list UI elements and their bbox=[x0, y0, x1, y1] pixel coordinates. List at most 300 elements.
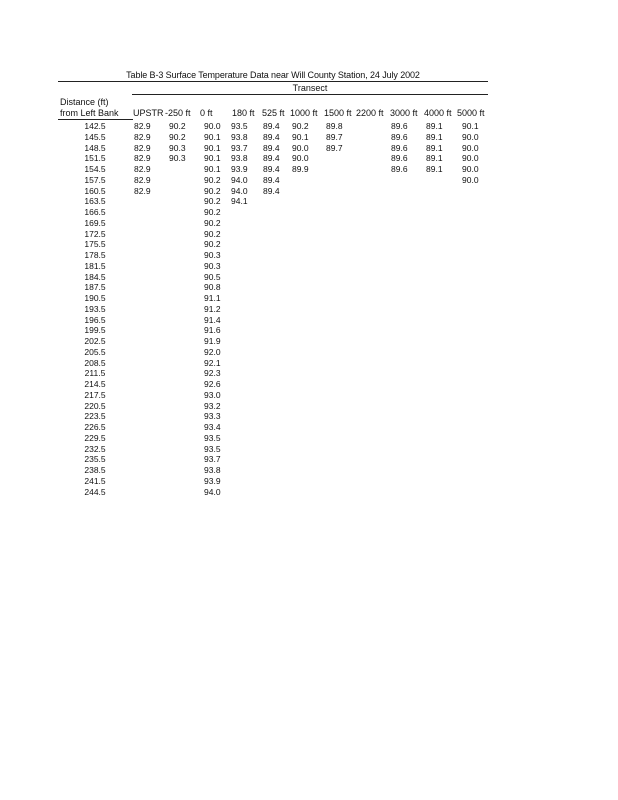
temperature-cell: 90.0 bbox=[462, 131, 479, 142]
temperature-cell bbox=[456, 207, 489, 218]
temperature-cell bbox=[323, 347, 355, 358]
temperature-cell: 90.2 bbox=[204, 228, 221, 239]
column-header: 180 ft bbox=[232, 108, 255, 118]
temperature-cell bbox=[423, 196, 456, 207]
table-row bbox=[58, 487, 489, 498]
temperature-cell bbox=[164, 196, 199, 207]
distance-cell: 238.5 bbox=[84, 465, 106, 475]
temperature-cell bbox=[423, 315, 456, 326]
temperature-cell bbox=[289, 390, 323, 401]
temperature-cell bbox=[289, 239, 323, 250]
temperature-cell bbox=[164, 293, 199, 304]
temperature-cell bbox=[456, 444, 489, 455]
temperature-cell bbox=[423, 422, 456, 433]
temperature-cell bbox=[323, 282, 355, 293]
temperature-cell bbox=[261, 250, 289, 261]
temperature-cell bbox=[355, 261, 389, 272]
temperature-cell bbox=[261, 293, 289, 304]
temperature-cell: 93.7 bbox=[204, 454, 221, 465]
distance-cell: 244.5 bbox=[84, 486, 106, 497]
temperature-cell bbox=[231, 433, 261, 444]
temperature-cell bbox=[231, 250, 261, 261]
temperature-cell bbox=[164, 239, 199, 250]
temperature-cell bbox=[423, 368, 456, 379]
table-row bbox=[58, 454, 489, 465]
temperature-cell: 89.6 bbox=[391, 153, 408, 164]
temperature-cell: 90.2 bbox=[204, 185, 221, 196]
temperature-cell bbox=[323, 444, 355, 455]
temperature-cell bbox=[423, 476, 456, 487]
temperature-cell: 89.6 bbox=[391, 121, 408, 131]
temperature-cell: 90.0 bbox=[462, 174, 479, 185]
temperature-cell bbox=[289, 315, 323, 326]
distance-cell: 202.5 bbox=[84, 336, 106, 346]
temperature-cell bbox=[323, 476, 355, 487]
temperature-cell bbox=[355, 196, 389, 207]
temperature-cell bbox=[389, 347, 423, 358]
temperature-cell bbox=[456, 487, 489, 498]
temperature-cell bbox=[132, 390, 164, 401]
temperature-cell bbox=[355, 218, 389, 229]
table-row bbox=[58, 261, 489, 272]
temperature-cell: 90.2 bbox=[204, 217, 221, 228]
temperature-cell bbox=[231, 347, 261, 358]
temperature-cell bbox=[132, 379, 164, 390]
temperature-cell bbox=[389, 218, 423, 229]
temperature-cell: 90.5 bbox=[204, 271, 221, 282]
temperature-cell bbox=[389, 422, 423, 433]
temperature-cell: 90.0 bbox=[292, 142, 309, 153]
temperature-cell bbox=[456, 476, 489, 487]
temperature-cell bbox=[164, 358, 199, 369]
temperature-cell bbox=[389, 315, 423, 326]
temperature-cell: 90.1 bbox=[204, 131, 221, 142]
temperature-cell bbox=[132, 293, 164, 304]
temperature-cell: 93.4 bbox=[204, 422, 221, 432]
temperature-cell bbox=[132, 304, 164, 315]
distance-cell: 208.5 bbox=[84, 357, 106, 368]
temperature-cell bbox=[423, 336, 456, 347]
temperature-cell: 82.9 bbox=[134, 131, 151, 142]
temperature-cell bbox=[164, 433, 199, 444]
temperature-cell bbox=[456, 229, 489, 240]
temperature-cell bbox=[261, 422, 289, 433]
temperature-cell bbox=[323, 487, 355, 498]
temperature-cell: 94.1 bbox=[231, 196, 248, 207]
temperature-cell bbox=[389, 465, 423, 476]
temperature-cell bbox=[456, 465, 489, 476]
temperature-cell bbox=[323, 218, 355, 229]
temperature-cell bbox=[389, 304, 423, 315]
temperature-cell bbox=[323, 229, 355, 240]
temperature-cell: 90.0 bbox=[462, 164, 479, 174]
temperature-cell bbox=[389, 336, 423, 347]
temperature-cell bbox=[355, 315, 389, 326]
temperature-cell: 89.1 bbox=[426, 164, 443, 174]
temperature-cell bbox=[261, 272, 289, 283]
temperature-cell bbox=[456, 325, 489, 336]
temperature-cell: 90.0 bbox=[292, 153, 309, 164]
distance-cell: 163.5 bbox=[84, 196, 106, 207]
temperature-cell bbox=[355, 411, 389, 422]
distance-cell: 145.5 bbox=[84, 131, 106, 142]
temperature-cell: 82.9 bbox=[134, 142, 151, 153]
temperature-cell bbox=[132, 487, 164, 498]
temperature-cell bbox=[231, 239, 261, 250]
temperature-cell bbox=[289, 401, 323, 412]
temperature-cell: 89.9 bbox=[292, 164, 309, 174]
temperature-cell: 90.2 bbox=[204, 239, 221, 250]
temperature-cell bbox=[355, 121, 389, 132]
temperature-cell: 89.1 bbox=[426, 142, 443, 153]
temperature-cell bbox=[231, 261, 261, 272]
temperature-cell: 82.9 bbox=[134, 153, 151, 164]
temperature-cell bbox=[423, 401, 456, 412]
temperature-cell bbox=[231, 401, 261, 412]
distance-cell: 142.5 bbox=[84, 121, 106, 131]
temperature-cell bbox=[355, 143, 389, 154]
temperature-cell: 92.0 bbox=[204, 346, 221, 357]
temperature-cell bbox=[164, 487, 199, 498]
temperature-cell bbox=[261, 411, 289, 422]
temperature-cell: 94.0 bbox=[231, 174, 248, 185]
temperature-cell bbox=[261, 261, 289, 272]
temperature-cell bbox=[389, 229, 423, 240]
distance-cell: 175.5 bbox=[84, 239, 106, 250]
temperature-cell bbox=[323, 325, 355, 336]
temperature-cell: 89.4 bbox=[263, 174, 280, 185]
temperature-cell: 90.2 bbox=[204, 174, 221, 185]
temperature-cell bbox=[132, 347, 164, 358]
temperature-cell bbox=[231, 207, 261, 218]
temperature-cell: 93.8 bbox=[231, 131, 248, 142]
temperature-cell bbox=[423, 487, 456, 498]
temperature-cell: 89.8 bbox=[326, 121, 343, 131]
temperature-cell bbox=[355, 401, 389, 412]
temperature-cell bbox=[456, 196, 489, 207]
temperature-cell bbox=[231, 476, 261, 487]
temperature-cell bbox=[261, 454, 289, 465]
temperature-cell bbox=[389, 207, 423, 218]
temperature-cell bbox=[423, 444, 456, 455]
column-header: 2200 ft bbox=[356, 108, 384, 118]
table-row bbox=[58, 465, 489, 476]
table-row bbox=[58, 272, 489, 283]
temperature-cell bbox=[323, 422, 355, 433]
temperature-cell: 93.5 bbox=[204, 443, 221, 454]
temperature-cell: 90.2 bbox=[292, 121, 309, 131]
temperature-cell bbox=[231, 315, 261, 326]
temperature-cell: 89.1 bbox=[426, 121, 443, 131]
table-row bbox=[58, 293, 489, 304]
temperature-cell bbox=[261, 487, 289, 498]
temperature-cell bbox=[164, 164, 199, 175]
table-row bbox=[58, 325, 489, 336]
table-row bbox=[58, 422, 489, 433]
temperature-cell bbox=[323, 454, 355, 465]
temperature-cell bbox=[132, 229, 164, 240]
temperature-cell bbox=[456, 368, 489, 379]
table-row bbox=[58, 143, 489, 154]
row-header-line1: Distance (ft) bbox=[60, 97, 109, 107]
temperature-cell bbox=[423, 454, 456, 465]
temperature-cell bbox=[389, 272, 423, 283]
column-header: 1000 ft bbox=[290, 108, 318, 118]
temperature-cell bbox=[423, 175, 456, 186]
table-row bbox=[58, 218, 489, 229]
temperature-cell bbox=[423, 325, 456, 336]
temperature-cell bbox=[323, 358, 355, 369]
temperature-cell: 89.4 bbox=[263, 164, 280, 174]
temperature-cell bbox=[423, 390, 456, 401]
temperature-cell bbox=[456, 454, 489, 465]
temperature-cell bbox=[355, 476, 389, 487]
temperature-cell bbox=[289, 358, 323, 369]
temperature-cell bbox=[289, 229, 323, 240]
table-row bbox=[58, 476, 489, 487]
temperature-cell: 93.9 bbox=[204, 475, 221, 486]
temperature-cell bbox=[355, 422, 389, 433]
temperature-cell bbox=[132, 250, 164, 261]
temperature-cell bbox=[132, 465, 164, 476]
temperature-cell bbox=[389, 433, 423, 444]
distance-cell: 232.5 bbox=[84, 443, 106, 454]
temperature-cell bbox=[132, 218, 164, 229]
temperature-cell bbox=[289, 218, 323, 229]
temperature-cell bbox=[164, 422, 199, 433]
temperature-cell bbox=[289, 207, 323, 218]
temperature-cell bbox=[231, 325, 261, 336]
table-row bbox=[58, 164, 489, 175]
temperature-cell bbox=[355, 304, 389, 315]
temperature-cell bbox=[456, 379, 489, 390]
temperature-cell bbox=[456, 336, 489, 347]
table-row bbox=[58, 186, 489, 197]
temperature-cell: 90.2 bbox=[204, 207, 221, 217]
temperature-cell bbox=[132, 196, 164, 207]
distance-cell: 154.5 bbox=[84, 164, 106, 174]
temperature-cell: 89.4 bbox=[263, 131, 280, 142]
temperature-cell bbox=[231, 411, 261, 422]
temperature-cell bbox=[164, 401, 199, 412]
temperature-cell: 90.3 bbox=[169, 142, 186, 153]
temperature-cell bbox=[355, 282, 389, 293]
table-row bbox=[58, 304, 489, 315]
temperature-cell bbox=[423, 379, 456, 390]
temperature-cell bbox=[456, 401, 489, 412]
temperature-cell: 93.7 bbox=[231, 142, 248, 153]
temperature-cell: 90.3 bbox=[204, 260, 221, 271]
temperature-cell bbox=[289, 250, 323, 261]
distance-cell: 181.5 bbox=[84, 260, 106, 271]
temperature-cell bbox=[323, 304, 355, 315]
temperature-cell bbox=[164, 272, 199, 283]
temperature-cell bbox=[423, 304, 456, 315]
temperature-cell bbox=[456, 250, 489, 261]
temperature-cell bbox=[231, 272, 261, 283]
temperature-cell bbox=[355, 347, 389, 358]
temperature-cell bbox=[355, 175, 389, 186]
temperature-cell bbox=[164, 411, 199, 422]
temperature-cell bbox=[261, 196, 289, 207]
temperature-cell bbox=[132, 433, 164, 444]
temperature-cell bbox=[389, 411, 423, 422]
temperature-cell bbox=[389, 487, 423, 498]
temperature-cell bbox=[261, 229, 289, 240]
temperature-cell: 89.7 bbox=[326, 142, 343, 153]
temperature-cell bbox=[132, 261, 164, 272]
temperature-cell bbox=[355, 358, 389, 369]
temperature-cell: 90.1 bbox=[462, 121, 479, 131]
table-row bbox=[58, 132, 489, 143]
temperature-cell bbox=[231, 422, 261, 433]
temperature-cell bbox=[423, 347, 456, 358]
temperature-cell bbox=[164, 304, 199, 315]
temperature-cell bbox=[289, 293, 323, 304]
temperature-cell bbox=[289, 196, 323, 207]
distance-cell: 151.5 bbox=[84, 153, 106, 164]
distance-cell: 199.5 bbox=[84, 325, 106, 336]
temperature-cell bbox=[355, 368, 389, 379]
temperature-cell: 90.0 bbox=[204, 121, 221, 131]
temperature-cell bbox=[289, 444, 323, 455]
temperature-cell bbox=[323, 315, 355, 326]
temperature-cell bbox=[231, 390, 261, 401]
temperature-cell bbox=[456, 272, 489, 283]
temperature-cell bbox=[132, 444, 164, 455]
temperature-cell bbox=[323, 411, 355, 422]
temperature-cell bbox=[355, 336, 389, 347]
temperature-cell bbox=[423, 250, 456, 261]
temperature-cell bbox=[355, 186, 389, 197]
temperature-cell bbox=[132, 336, 164, 347]
distance-cell: 193.5 bbox=[84, 303, 106, 314]
temperature-cell bbox=[456, 293, 489, 304]
temperature-cell bbox=[261, 433, 289, 444]
temperature-cell bbox=[355, 272, 389, 283]
temperature-cell bbox=[289, 336, 323, 347]
temperature-cell: 93.2 bbox=[204, 400, 221, 411]
distance-cell: 169.5 bbox=[84, 217, 106, 228]
temperature-cell bbox=[323, 336, 355, 347]
temperature-cell: 90.2 bbox=[169, 131, 186, 142]
temperature-cell bbox=[456, 261, 489, 272]
temperature-cell bbox=[261, 401, 289, 412]
temperature-cell bbox=[164, 315, 199, 326]
table-row bbox=[58, 315, 489, 326]
temperature-cell: 90.2 bbox=[169, 121, 186, 131]
temperature-cell: 90.1 bbox=[204, 142, 221, 153]
temperature-cell bbox=[456, 422, 489, 433]
temperature-cell bbox=[164, 368, 199, 379]
temperature-cell bbox=[456, 390, 489, 401]
temperature-cell bbox=[261, 379, 289, 390]
temperature-cell bbox=[355, 325, 389, 336]
temperature-cell: 91.1 bbox=[204, 293, 221, 303]
temperature-cell bbox=[389, 325, 423, 336]
transect-group-header: Transect bbox=[292, 83, 328, 93]
temperature-cell: 89.6 bbox=[391, 131, 408, 142]
temperature-cell bbox=[456, 282, 489, 293]
temperature-cell: 90.3 bbox=[169, 153, 186, 164]
temperature-cell bbox=[323, 164, 355, 175]
distance-cell: 226.5 bbox=[84, 422, 106, 432]
temperature-cell bbox=[289, 282, 323, 293]
temperature-cell bbox=[132, 272, 164, 283]
temperature-cell bbox=[389, 358, 423, 369]
row-header-rule bbox=[58, 119, 133, 120]
table-row bbox=[58, 207, 489, 218]
table-row bbox=[58, 336, 489, 347]
column-header: 4000 ft bbox=[424, 108, 452, 118]
temperature-cell bbox=[355, 250, 389, 261]
temperature-cell bbox=[323, 250, 355, 261]
temperature-cell bbox=[231, 358, 261, 369]
table-row bbox=[58, 239, 489, 250]
temperature-cell bbox=[164, 250, 199, 261]
temperature-cell bbox=[164, 465, 199, 476]
temperature-cell bbox=[261, 358, 289, 369]
temperature-cell: 92.1 bbox=[204, 357, 221, 368]
temperature-cell bbox=[389, 261, 423, 272]
temperature-cell bbox=[323, 261, 355, 272]
temperature-cell: 94.0 bbox=[231, 185, 248, 196]
temperature-cell bbox=[323, 153, 355, 164]
column-header: -250 ft bbox=[165, 108, 191, 118]
temperature-cell bbox=[289, 411, 323, 422]
temperature-cell bbox=[389, 250, 423, 261]
temperature-cell bbox=[132, 325, 164, 336]
temperature-cell bbox=[289, 304, 323, 315]
temperature-cell bbox=[456, 304, 489, 315]
distance-cell: 211.5 bbox=[84, 368, 106, 379]
table-row bbox=[58, 358, 489, 369]
temperature-cell bbox=[389, 476, 423, 487]
temperature-cell bbox=[164, 444, 199, 455]
temperature-cell bbox=[323, 175, 355, 186]
temperature-cell bbox=[289, 487, 323, 498]
temperature-cell bbox=[456, 315, 489, 326]
temperature-cell bbox=[456, 347, 489, 358]
table-row bbox=[58, 444, 489, 455]
temperature-cell bbox=[423, 207, 456, 218]
temperature-cell: 93.0 bbox=[204, 389, 221, 400]
temperature-cell bbox=[164, 186, 199, 197]
temperature-cell: 91.9 bbox=[204, 336, 221, 346]
temperature-cell bbox=[389, 368, 423, 379]
temperature-cell bbox=[423, 229, 456, 240]
temperature-cell bbox=[389, 186, 423, 197]
temperature-cell bbox=[323, 239, 355, 250]
temperature-cell bbox=[132, 401, 164, 412]
temperature-cell bbox=[132, 454, 164, 465]
temperature-cell: 93.5 bbox=[231, 121, 248, 131]
temperature-cell bbox=[132, 315, 164, 326]
temperature-cell bbox=[289, 476, 323, 487]
temperature-cell bbox=[261, 476, 289, 487]
temperature-cell bbox=[231, 465, 261, 476]
temperature-cell bbox=[355, 465, 389, 476]
temperature-cell: 90.0 bbox=[462, 142, 479, 153]
temperature-cell bbox=[289, 379, 323, 390]
temperature-cell bbox=[231, 444, 261, 455]
temperature-cell: 89.4 bbox=[263, 185, 280, 196]
temperature-cell bbox=[261, 282, 289, 293]
distance-cell: 235.5 bbox=[84, 454, 106, 465]
temperature-cell bbox=[456, 239, 489, 250]
temperature-cell bbox=[289, 368, 323, 379]
temperature-cell: 82.9 bbox=[134, 164, 151, 174]
